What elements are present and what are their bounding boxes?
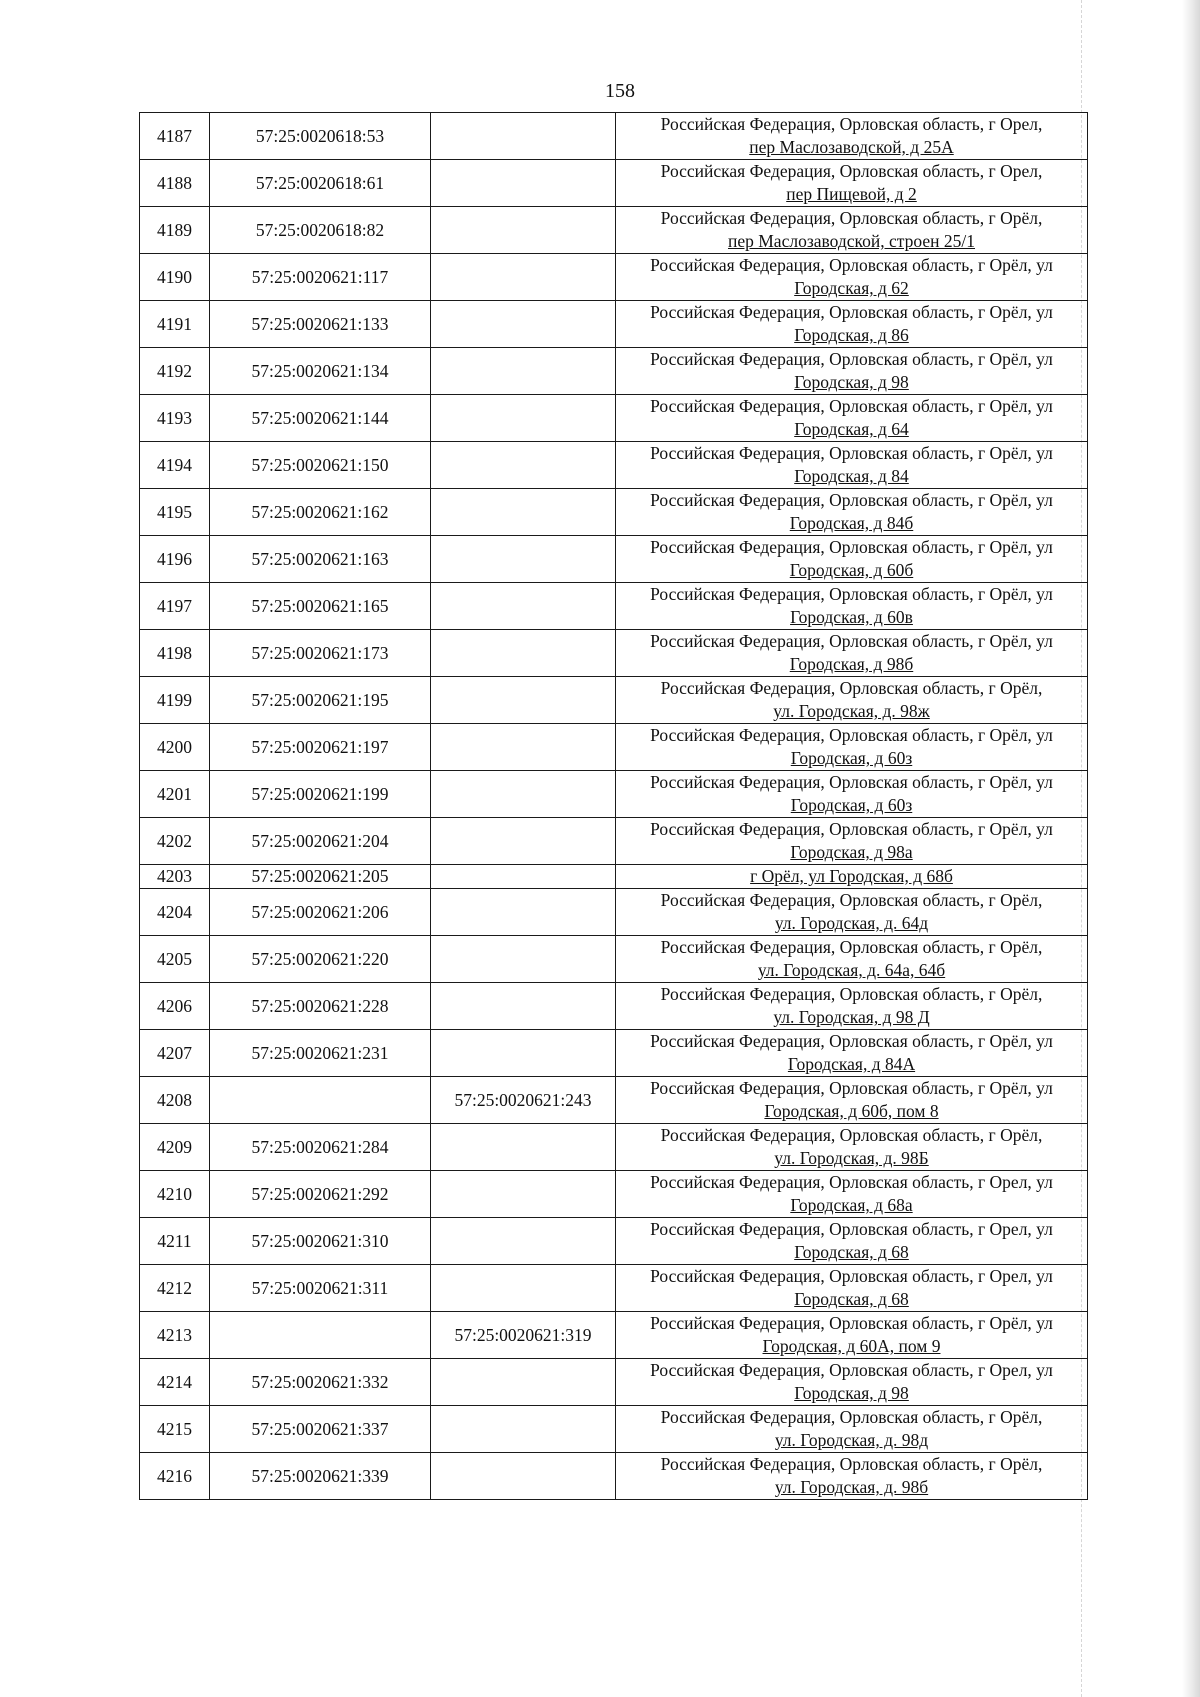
address-cell	[616, 983, 1088, 1030]
cadastral-number-cell: 57:25:0020621:204	[210, 818, 431, 865]
address-line-2	[618, 465, 1085, 488]
row-number-cell: 4187	[140, 113, 210, 160]
row-number-cell: 4210	[140, 1171, 210, 1218]
table-row	[140, 1124, 1088, 1171]
address-cell	[616, 818, 1088, 865]
table-row	[140, 865, 1088, 889]
cadastral-number-cell: 57:25:0020621:311	[210, 1265, 431, 1312]
premises-cadastral-number-cell	[431, 395, 616, 442]
address-line-1: Российская Федерация, Орловская область, г Орел, ул	[650, 1219, 1053, 1239]
address-line-2	[618, 747, 1085, 770]
row-number-cell: 4189	[140, 207, 210, 254]
row-number-cell: 4196	[140, 536, 210, 583]
address-line-2-text: ул. Городская, д. 98ж	[773, 701, 930, 721]
address-line-2	[618, 1006, 1085, 1029]
row-number-cell: 4207	[140, 1030, 210, 1077]
premises-cadastral-number-cell	[431, 677, 616, 724]
cadastral-number-cell: 57:25:0020621:206	[210, 889, 431, 936]
address-line-1: Российская Федерация, Орловская область, г Орёл, ул	[650, 631, 1053, 651]
address-cell	[616, 677, 1088, 724]
premises-cadastral-number-cell	[431, 1265, 616, 1312]
premises-cadastral-number-cell	[431, 1453, 616, 1500]
address-cell	[616, 301, 1088, 348]
registry-table-body	[140, 113, 1088, 1500]
table-row	[140, 1218, 1088, 1265]
premises-cadastral-number-cell	[431, 1218, 616, 1265]
address-line-2-text: Городская, д 98	[794, 1383, 909, 1403]
address-line-1: Российская Федерация, Орловская область, г Орёл,	[660, 1125, 1043, 1145]
cadastral-number-cell: 57:25:0020621:205	[210, 865, 431, 889]
address-line-2-text: Городская, д 86	[794, 325, 909, 345]
row-number-cell: 4211	[140, 1218, 210, 1265]
address-line-1: Российская Федерация, Орловская область, г Орёл, ул	[650, 1078, 1053, 1098]
cadastral-number-cell: 57:25:0020621:220	[210, 936, 431, 983]
table-row	[140, 724, 1088, 771]
row-number-cell: 4208	[140, 1077, 210, 1124]
premises-cadastral-number-cell	[431, 936, 616, 983]
row-number-cell: 4204	[140, 889, 210, 936]
address-line-2	[618, 183, 1085, 206]
address-line-1: Российская Федерация, Орловская область, г Орёл,	[660, 208, 1043, 228]
address-line-2	[618, 371, 1085, 394]
row-number-cell: 4209	[140, 1124, 210, 1171]
table-row	[140, 160, 1088, 207]
address-line-2	[618, 136, 1085, 159]
table-row	[140, 818, 1088, 865]
cadastral-number-cell: 57:25:0020621:292	[210, 1171, 431, 1218]
address-line-2-text: Городская, д 98	[794, 372, 909, 392]
row-number-cell: 4201	[140, 771, 210, 818]
address-line-2-text: ул. Городская, д. 98д	[774, 1430, 929, 1450]
address-line-2	[618, 1288, 1085, 1311]
table-row	[140, 677, 1088, 724]
address-cell	[616, 207, 1088, 254]
cadastral-number-cell: 57:25:0020621:195	[210, 677, 431, 724]
address-line-1: Российская Федерация, Орловская область, г Орёл,	[660, 678, 1043, 698]
cadastral-number-cell: 57:25:0020621:284	[210, 1124, 431, 1171]
address-line-1: Российская Федерация, Орловская область, г Орёл, ул	[650, 725, 1053, 745]
table-row	[140, 1265, 1088, 1312]
cadastral-number-cell	[210, 1077, 431, 1124]
address-line-1: Российская Федерация, Орловская область, г Орёл, ул	[650, 443, 1053, 463]
cadastral-number-cell: 57:25:0020621:163	[210, 536, 431, 583]
address-line-1: Российская Федерация, Орловская область, г Орёл, ул	[650, 1031, 1053, 1051]
address-line-2-text: ул. Городская, д. 64д	[774, 913, 929, 933]
address-line-2	[618, 1429, 1085, 1452]
premises-cadastral-number-cell	[431, 818, 616, 865]
cadastral-number-cell: 57:25:0020621:133	[210, 301, 431, 348]
address-line-2-text: Городская, д 68	[794, 1289, 909, 1309]
table-row	[140, 983, 1088, 1030]
address-cell	[616, 348, 1088, 395]
address-line-2	[618, 230, 1085, 253]
address-line-1: Российская Федерация, Орловская область, г Орёл,	[660, 1454, 1043, 1474]
cadastral-number-cell: 57:25:0020621:332	[210, 1359, 431, 1406]
cadastral-number-cell: 57:25:0020618:53	[210, 113, 431, 160]
table-row	[140, 1077, 1088, 1124]
address-cell	[616, 1312, 1088, 1359]
premises-cadastral-number-cell: 57:25:0020621:243	[431, 1077, 616, 1124]
address-line-1: Российская Федерация, Орловская область, г Орел, ул	[650, 1172, 1053, 1192]
address-line-1: Российская Федерация, Орловская область, г Орёл,	[660, 890, 1043, 910]
address-line-1: Российская Федерация, Орловская область, г Орёл, ул	[650, 349, 1053, 369]
cadastral-number-cell: 57:25:0020621:310	[210, 1218, 431, 1265]
address-line-2-text: Городская, д 68а	[790, 1195, 913, 1215]
address-line-2	[618, 794, 1085, 817]
address-line-2-text: Городская, д 60з	[790, 795, 913, 815]
row-number-cell: 4193	[140, 395, 210, 442]
premises-cadastral-number-cell	[431, 1124, 616, 1171]
premises-cadastral-number-cell	[431, 889, 616, 936]
cadastral-number-cell: 57:25:0020621:144	[210, 395, 431, 442]
premises-cadastral-number-cell	[431, 724, 616, 771]
address-line-1: Российская Федерация, Орловская область, г Орёл, ул	[650, 396, 1053, 416]
cadastral-number-cell: 57:25:0020621:173	[210, 630, 431, 677]
row-number-cell: 4190	[140, 254, 210, 301]
address-line-2	[618, 277, 1085, 300]
address-cell	[616, 936, 1088, 983]
address-cell	[616, 489, 1088, 536]
address-line-1-text: г Орёл, ул Городская, д 68б	[750, 866, 953, 886]
table-row	[140, 536, 1088, 583]
cadastral-number-cell: 57:25:0020621:162	[210, 489, 431, 536]
table-row	[140, 1171, 1088, 1218]
address-line-2-text: пер Маслозаводской, д 25А	[749, 137, 954, 157]
address-line-2-text: ул. Городская, д. 64а, 64б	[757, 960, 946, 980]
address-line-2	[618, 606, 1085, 629]
address-line-2	[618, 1382, 1085, 1405]
address-line-2	[618, 1241, 1085, 1264]
table-row	[140, 1453, 1088, 1500]
address-line-2	[618, 324, 1085, 347]
address-line-2-text: Городская, д 60в	[790, 607, 913, 627]
premises-cadastral-number-cell	[431, 301, 616, 348]
address-line-2	[618, 653, 1085, 676]
cadastral-number-cell: 57:25:0020621:165	[210, 583, 431, 630]
table-row	[140, 630, 1088, 677]
row-number-cell: 4194	[140, 442, 210, 489]
row-number-cell: 4192	[140, 348, 210, 395]
row-number-cell: 4198	[140, 630, 210, 677]
address-line-2	[618, 959, 1085, 982]
table-row	[140, 1406, 1088, 1453]
address-line-1	[618, 865, 1085, 888]
address-line-2	[618, 1335, 1085, 1358]
address-line-2	[618, 841, 1085, 864]
table-row	[140, 254, 1088, 301]
address-cell	[616, 254, 1088, 301]
address-line-2-text: Городская, д 98б	[789, 654, 914, 674]
cadastral-number-cell: 57:25:0020618:61	[210, 160, 431, 207]
table-row	[140, 395, 1088, 442]
address-cell	[616, 395, 1088, 442]
address-line-2	[618, 512, 1085, 535]
table-row	[140, 1312, 1088, 1359]
cadastral-number-cell: 57:25:0020621:337	[210, 1406, 431, 1453]
row-number-cell: 4195	[140, 489, 210, 536]
address-line-2-text: Городская, д 68	[794, 1242, 909, 1262]
premises-cadastral-number-cell	[431, 207, 616, 254]
address-cell	[616, 1171, 1088, 1218]
table-row	[140, 301, 1088, 348]
table-row	[140, 207, 1088, 254]
premises-cadastral-number-cell	[431, 536, 616, 583]
premises-cadastral-number-cell	[431, 1030, 616, 1077]
address-line-2	[618, 912, 1085, 935]
address-cell	[616, 1265, 1088, 1312]
address-line-1: Российская Федерация, Орловская область, г Орёл,	[660, 937, 1043, 957]
address-line-2-text: Городская, д 84б	[789, 513, 914, 533]
address-cell	[616, 1406, 1088, 1453]
address-line-2	[618, 1476, 1085, 1499]
row-number-cell: 4213	[140, 1312, 210, 1359]
address-cell	[616, 630, 1088, 677]
cadastral-number-cell: 57:25:0020621:339	[210, 1453, 431, 1500]
address-cell	[616, 1453, 1088, 1500]
row-number-cell: 4216	[140, 1453, 210, 1500]
address-line-1: Российская Федерация, Орловская область, г Орёл, ул	[650, 1313, 1053, 1333]
cadastral-number-cell: 57:25:0020621:134	[210, 348, 431, 395]
premises-cadastral-number-cell	[431, 160, 616, 207]
address-cell	[616, 1124, 1088, 1171]
address-line-1: Российская Федерация, Орловская область, г Орел,	[660, 114, 1043, 134]
address-line-2-text: пер Маслозаводской, строен 25/1	[727, 231, 976, 251]
address-line-1: Российская Федерация, Орловская область, г Орёл,	[660, 1407, 1043, 1427]
address-line-2-text: Городская, д 60б, пом 8	[764, 1101, 939, 1121]
address-line-2-text: Городская, д 98а	[790, 842, 913, 862]
premises-cadastral-number-cell	[431, 771, 616, 818]
address-cell	[616, 113, 1088, 160]
row-number-cell: 4215	[140, 1406, 210, 1453]
address-cell	[616, 536, 1088, 583]
address-cell	[616, 1359, 1088, 1406]
premises-cadastral-number-cell	[431, 1171, 616, 1218]
table-row	[140, 936, 1088, 983]
address-cell	[616, 442, 1088, 489]
row-number-cell: 4202	[140, 818, 210, 865]
address-line-2-text: Городская, д 62	[794, 278, 909, 298]
table-row	[140, 1030, 1088, 1077]
row-number-cell: 4199	[140, 677, 210, 724]
cadastral-number-cell: 57:25:0020621:197	[210, 724, 431, 771]
cadastral-number-cell	[210, 1312, 431, 1359]
cadastral-number-cell: 57:25:0020621:117	[210, 254, 431, 301]
address-line-1: Российская Федерация, Орловская область, г Орел, ул	[650, 1360, 1053, 1380]
address-line-2-text: Городская, д 60з	[790, 748, 913, 768]
premises-cadastral-number-cell	[431, 630, 616, 677]
premises-cadastral-number-cell	[431, 489, 616, 536]
premises-cadastral-number-cell	[431, 583, 616, 630]
premises-cadastral-number-cell	[431, 1359, 616, 1406]
table-row	[140, 348, 1088, 395]
address-cell	[616, 1030, 1088, 1077]
row-number-cell: 4206	[140, 983, 210, 1030]
table-row	[140, 1359, 1088, 1406]
address-line-1: Российская Федерация, Орловская область, г Орёл,	[660, 984, 1043, 1004]
row-number-cell: 4212	[140, 1265, 210, 1312]
address-line-2-text: Городская, д 64	[794, 419, 909, 439]
address-line-2-text: Городская, д 84А	[787, 1054, 916, 1074]
address-line-2	[618, 1194, 1085, 1217]
address-line-2-text: Городская, д 84	[794, 466, 909, 486]
address-cell	[616, 889, 1088, 936]
registry-table	[139, 112, 1088, 1500]
row-number-cell: 4205	[140, 936, 210, 983]
address-line-2	[618, 559, 1085, 582]
address-line-1: Российская Федерация, Орловская область, г Орёл, ул	[650, 302, 1053, 322]
table-row	[140, 489, 1088, 536]
table-row	[140, 113, 1088, 160]
cadastral-number-cell: 57:25:0020621:199	[210, 771, 431, 818]
address-line-2	[618, 1147, 1085, 1170]
page-number: 158	[605, 80, 635, 102]
address-line-1: Российская Федерация, Орловская область, г Орёл, ул	[650, 772, 1053, 792]
table-row	[140, 442, 1088, 489]
premises-cadastral-number-cell	[431, 983, 616, 1030]
page-edge-shadow	[1182, 0, 1200, 1697]
table-row	[140, 771, 1088, 818]
address-line-1: Российская Федерация, Орловская область, г Орёл, ул	[650, 537, 1053, 557]
cadastral-number-cell: 57:25:0020621:150	[210, 442, 431, 489]
premises-cadastral-number-cell	[431, 113, 616, 160]
address-line-1: Российская Федерация, Орловская область, г Орел, ул	[650, 1266, 1053, 1286]
address-line-2	[618, 700, 1085, 723]
row-number-cell: 4203	[140, 865, 210, 889]
row-number-cell: 4188	[140, 160, 210, 207]
premises-cadastral-number-cell	[431, 865, 616, 889]
address-line-1: Российская Федерация, Орловская область, г Орел,	[660, 161, 1043, 181]
row-number-cell: 4214	[140, 1359, 210, 1406]
premises-cadastral-number-cell	[431, 348, 616, 395]
address-line-2	[618, 418, 1085, 441]
address-cell	[616, 865, 1088, 889]
address-line-1: Российская Федерация, Орловская область, г Орёл, ул	[650, 490, 1053, 510]
premises-cadastral-number-cell	[431, 1406, 616, 1453]
address-line-1: Российская Федерация, Орловская область, г Орёл, ул	[650, 819, 1053, 839]
address-line-2-text: ул. Городская, д 98 Д	[773, 1007, 930, 1027]
address-line-2-text: Городская, д 60А, пом 9	[762, 1336, 941, 1356]
premises-cadastral-number-cell	[431, 442, 616, 489]
premises-cadastral-number-cell	[431, 254, 616, 301]
cadastral-number-cell: 57:25:0020621:228	[210, 983, 431, 1030]
address-cell	[616, 724, 1088, 771]
cadastral-number-cell: 57:25:0020618:82	[210, 207, 431, 254]
row-number-cell: 4197	[140, 583, 210, 630]
address-cell	[616, 1077, 1088, 1124]
address-line-2	[618, 1053, 1085, 1076]
address-line-2	[618, 1100, 1085, 1123]
table-row	[140, 889, 1088, 936]
address-line-1: Российская Федерация, Орловская область, г Орёл, ул	[650, 255, 1053, 275]
address-cell	[616, 771, 1088, 818]
table-row	[140, 583, 1088, 630]
address-cell	[616, 1218, 1088, 1265]
address-line-1: Российская Федерация, Орловская область, г Орёл, ул	[650, 584, 1053, 604]
premises-cadastral-number-cell: 57:25:0020621:319	[431, 1312, 616, 1359]
address-line-2-text: пер Пищевой, д 2	[786, 184, 917, 204]
address-cell	[616, 160, 1088, 207]
address-cell	[616, 583, 1088, 630]
address-line-2-text: Городская, д 60б	[789, 560, 914, 580]
address-line-2-text: ул. Городская, д. 98б	[774, 1477, 929, 1497]
cadastral-number-cell: 57:25:0020621:231	[210, 1030, 431, 1077]
address-line-2-text: ул. Городская, д. 98Б	[774, 1148, 929, 1168]
row-number-cell: 4191	[140, 301, 210, 348]
row-number-cell: 4200	[140, 724, 210, 771]
